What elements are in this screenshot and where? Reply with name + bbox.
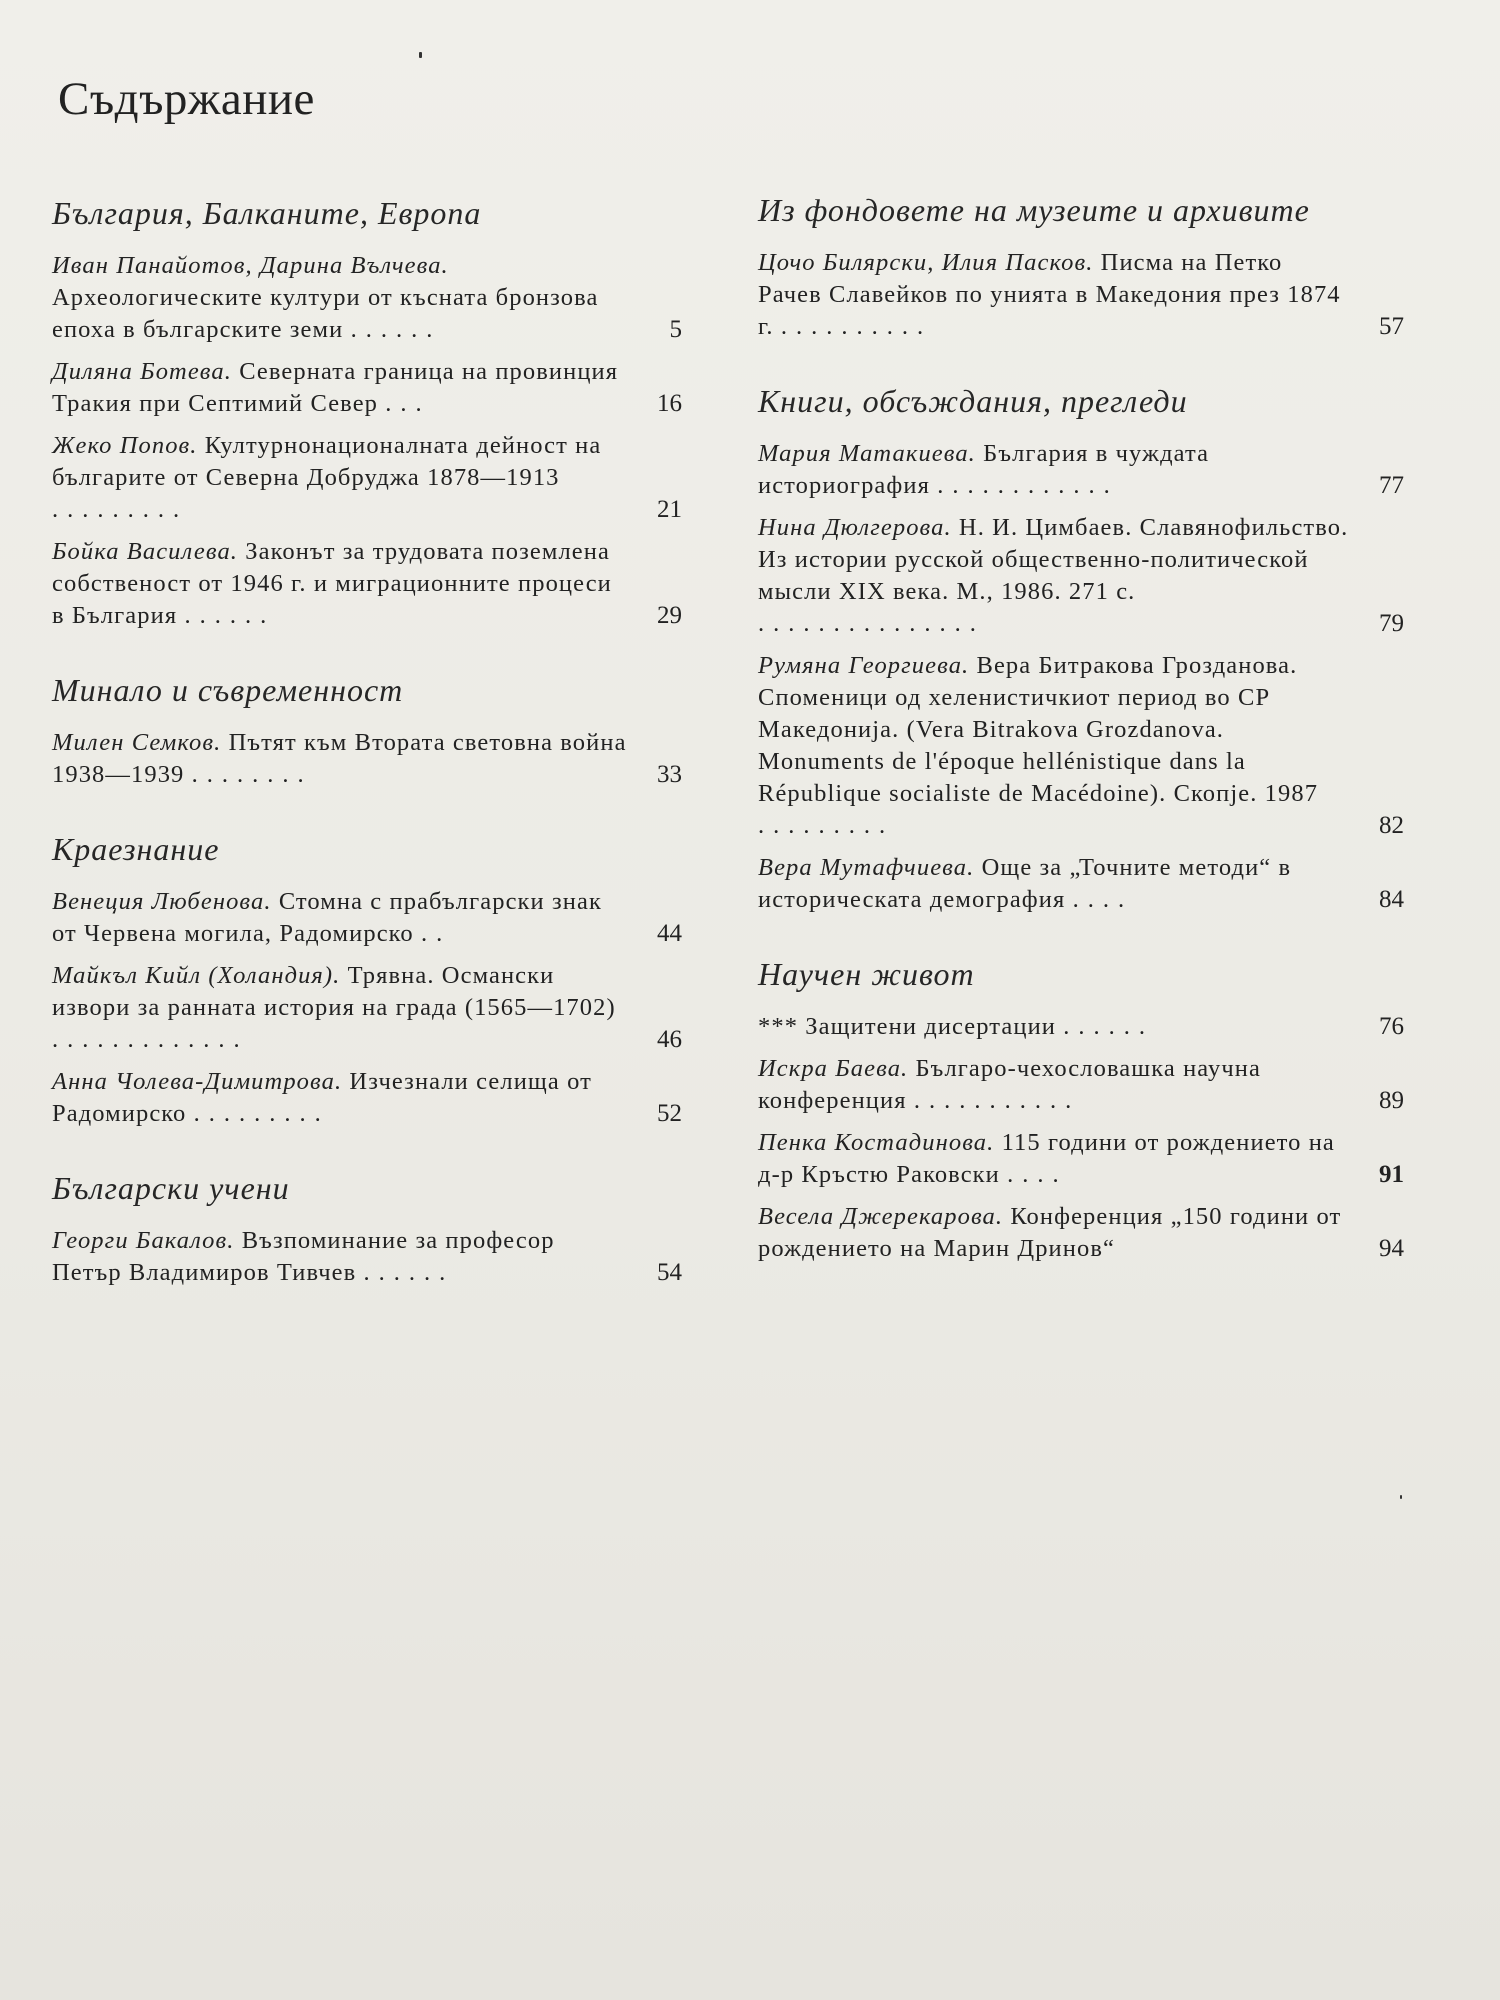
entry-title: Стомна с прабългарски знак от Червена могила, Радомирско: [52, 888, 602, 947]
left-column: [52, 195, 682, 1299]
entry-title: Пътят към Втората световна война 1938—1939: [52, 729, 627, 788]
entry-title: Изчезнали селища от Радомирско: [52, 1068, 592, 1127]
section-heading: Минало и съвременност: [52, 672, 404, 708]
entry-author: Весела Джерекарова.: [758, 1203, 1004, 1230]
section-local-history: [52, 831, 682, 1130]
section-heading: Книги, обсъждания, прегледи: [758, 383, 1188, 419]
entry-title: Н. И. Цимбаев. Славянофильство. Из истории русской общественно-политической мысли XIX века. М., 1986. 271 с.: [758, 514, 1349, 605]
entry-page: 21: [657, 496, 682, 523]
section-bulgarian-scholars: [52, 1170, 682, 1289]
entry-page: 54: [657, 1259, 682, 1286]
toc-entry[interactable]: Цочо Билярски, Илия Пасков. Писма на Петко Рачев Славейков по унията в Македония през 1874 г. .......... 57: [758, 247, 1404, 343]
entry-author: Георги Бакалов.: [52, 1227, 235, 1254]
entry-author: Искра Баева.: [758, 1055, 909, 1082]
entry-title: Културнонационалната дейност на българите от Северна Добруджа 1878—1913: [52, 432, 602, 491]
entry-page: 29: [657, 602, 682, 629]
toc-entry[interactable]: Вера Мутафчиева. Още за „Точните методи“ в историческата демография .... 84: [758, 852, 1404, 916]
toc-entry[interactable]: Пенка Костадинова. 115 години от рождението на д-р Кръстю Раковски .... 91: [758, 1127, 1404, 1191]
ink-speck: [1400, 1495, 1402, 1499]
entry-author: Жеко Попов.: [52, 432, 198, 459]
entry-page: 94: [1379, 1235, 1404, 1262]
entry-title: Възпоминание за професор Петър Владимиров Тивчев: [52, 1227, 555, 1286]
entry-author: ***: [758, 1013, 799, 1040]
right-column: [758, 192, 1404, 1275]
entry-author: Майкъл Кийл (Холандия).: [52, 962, 341, 989]
entry-page: 79: [1379, 610, 1404, 637]
toc-entry[interactable]: Венеция Любенова. Стомна с прабългарски знак от Червена могила, Радомирско .. 44: [52, 886, 682, 950]
entry-author: Венеция Любенова.: [52, 888, 272, 915]
entry-page: 76: [1379, 1013, 1404, 1040]
toc-entry[interactable]: Мария Матакиева. България в чуждата историография ............ 77: [758, 438, 1404, 502]
toc-entry[interactable]: Георги Бакалов. Възпоминание за професор Петър Владимиров Тивчев ...... 54: [52, 1225, 682, 1289]
entry-author: Диляна Ботева.: [52, 358, 232, 385]
section-books-reviews: [758, 383, 1404, 916]
entry-author: Цочо Билярски, Илия Пасков.: [758, 249, 1094, 276]
section-bulgaria-balkans-europe: [52, 195, 682, 632]
ink-speck: [419, 52, 422, 58]
toc-entry[interactable]: Румяна Георгиева. Вера Битракова Грозданова. Споменици од хеленистичкиот период во СР Македонија. (Vera Bitrakova Grozdanova. Monuments de l'époque hellénistique dans la République socialiste de Macédoine). Скопје. 1987 ......... 82: [758, 650, 1404, 842]
entry-author: Иван Панайотов, Дарина Вълчева.: [52, 252, 449, 279]
section-scientific-life: [758, 956, 1404, 1265]
entry-page: 16: [657, 390, 682, 417]
entry-author: Бойка Василева.: [52, 538, 239, 565]
entry-page: 46: [657, 1026, 682, 1053]
toc-entry[interactable]: Бойка Василева. Законът за трудовата поземлена собственост от 1946 г. и миграционните процеси в България ...... 29: [52, 536, 682, 632]
entry-title: Конференция „150 години от рождението на Марин Дринов“: [758, 1203, 1342, 1262]
entry-title: 115 години от рождението на д-р Кръстю Раковски: [758, 1129, 1335, 1188]
entry-page: 82: [1379, 812, 1404, 839]
section-heading: Български учени: [52, 1170, 290, 1206]
toc-entry[interactable]: Майкъл Кийл (Холандия). Трявна. Османски извори за ранната история на града (1565—1702) ............. 46: [52, 960, 682, 1056]
entry-page: 89: [1379, 1087, 1404, 1114]
section-heading: Научен живот: [758, 956, 975, 992]
toc-entry[interactable]: Нина Дюлгерова. Н. И. Цимбаев. Славянофильство. Из истории русской общественно-политической мысли XIX века. М., 1986. 271 с. ............... 79: [758, 512, 1404, 640]
entry-page: 5: [669, 316, 682, 343]
toc-entry[interactable]: Иван Панайотов, Дарина Вълчева. Археологическите култури от късната бронзова епоха в българските земи ...... 5: [52, 250, 682, 346]
entry-author: Нина Дюлгерова.: [758, 514, 952, 541]
entry-page: 77: [1379, 472, 1404, 499]
section-heading: България, Балканите, Европа: [52, 195, 482, 231]
entry-author: Пенка Костадинова.: [758, 1129, 995, 1156]
entry-author: Вера Мутафчиева.: [758, 854, 975, 881]
toc-entry[interactable]: Искра Баева. Българо-чехословашка научна конференция ........... 89: [758, 1053, 1404, 1117]
entry-title: България в чуждата историография: [758, 440, 1210, 499]
entry-title: Законът за трудовата поземлена собственост от 1946 г. и миграционните процеси в България: [52, 538, 612, 629]
entry-page: 84: [1379, 886, 1404, 913]
toc-entry[interactable]: *** Защитени дисертации ...... 76: [758, 1011, 1404, 1043]
entry-author: Милен Семков.: [52, 729, 222, 756]
toc-entry[interactable]: [758, 1201, 1404, 1265]
entry-author: Анна Чолева-Димитрова.: [52, 1068, 343, 1095]
entry-page: 52: [657, 1100, 682, 1127]
entry-page: 91: [1379, 1161, 1404, 1188]
entry-page: 33: [657, 761, 682, 788]
entry-author: Румяна Георгиева.: [758, 652, 970, 679]
entry-title: Българо-чехословашка научна конференция: [758, 1055, 1261, 1114]
section-past-and-present: [52, 672, 682, 791]
toc-entry[interactable]: Диляна Ботева. Северната граница на провинция Тракия при Септимий Север ... 16: [52, 356, 682, 420]
toc-entry[interactable]: Милен Семков. Пътят към Втората световна война 1938—1939 ........ 33: [52, 727, 682, 791]
entry-title: Трявна. Османски извори за ранната история на града (1565—1702): [52, 962, 616, 1021]
section-heading: Из фондовете на музеите и архивите: [758, 192, 1310, 228]
section-heading: Краезнание: [52, 831, 220, 867]
entry-page: 44: [657, 920, 682, 947]
entry-title: Още за „Точните методи“ в историческата демография: [758, 854, 1292, 913]
section-museum-archives: [758, 192, 1404, 343]
page-title: Съдържание: [58, 73, 315, 125]
entry-author: Мария Матакиева.: [758, 440, 976, 467]
entry-page: 57: [1379, 313, 1404, 340]
entry-title: Археологическите култури от късната бронзова епоха в българските земи: [52, 284, 599, 343]
entry-title: Вера Битракова Грозданова. Споменици од хеленистичкиот период во СР Македонија. (Vera Bitrakova Grozdanova. Monuments de l'époque hellénistique dans la République socialiste de Macédoine). Скопје. 1987: [758, 652, 1319, 807]
toc-entry[interactable]: Анна Чолева-Димитрова. Изчезнали селища от Радомирско ......... 52: [52, 1066, 682, 1130]
entry-title: Защитени дисертации: [805, 1013, 1057, 1040]
toc-entry[interactable]: Жеко Попов. Културнонационалната дейност на българите от Северна Добруджа 1878—1913 ......... 21: [52, 430, 682, 526]
entry-title: Писма на Петко Рачев Славейков по унията в Македония през 1874 г.: [758, 249, 1341, 340]
entry-title: Северната граница на провинция Тракия при Септимий Север: [52, 358, 619, 417]
